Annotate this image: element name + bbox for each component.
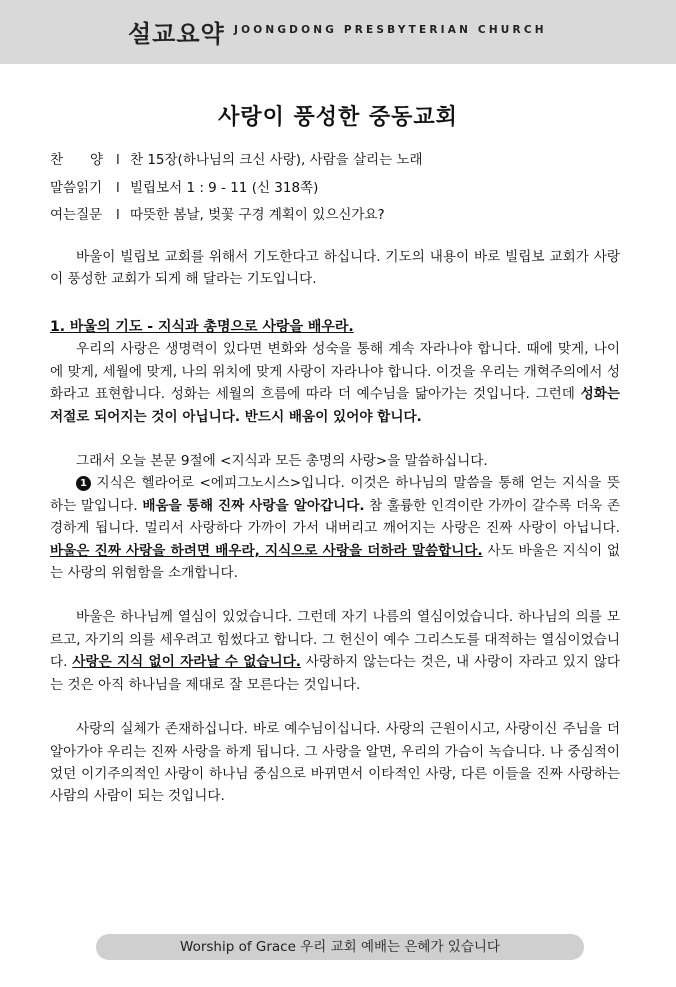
info-row-question <box>50 203 385 223</box>
paragraph-3-text-a: 지식은 헬라어로 <에피그노시스>입니다. 이것은 하나님의 말씀을 통해 얻는 지식을 뜻하는 말입니다. <box>50 475 620 514</box>
paragraph-4-text-a: 바울은 하나님께 열심이 있었습니다. 그런데 자기 나름의 열심이었습니다. 하나님의 의를 모르고, 자기의 의를 세우려고 힘썼다고 합니다. 그 헌신이 예수 그리스도를 대적하는 열심이었습니다. <box>50 609 620 671</box>
info-separator: l <box>116 180 120 196</box>
info-label: 말씀읽기 <box>50 180 103 196</box>
paragraph-1 <box>50 338 620 428</box>
info-separator: l <box>116 207 120 223</box>
header-title: 설교요약 <box>128 20 225 48</box>
info-row-scripture <box>50 176 318 196</box>
info-row-hymn <box>50 148 423 168</box>
info-separator: l <box>116 152 120 168</box>
info-value: 찬 15장(하나님의 크신 사랑), 사람을 살리는 노래 <box>130 152 423 168</box>
intro-text: 바울이 빌립보 교회를 위해서 기도한다고 하십니다. 기도의 내용이 바로 빌립보 교회가 사랑이 풍성한 교회가 되게 해 달라는 기도입니다. <box>50 249 620 288</box>
section-1 <box>50 316 620 808</box>
number-circle-icon: 1 <box>76 476 91 491</box>
info-value: 빌립보서 1 : 9 - 11 (신 318쪽) <box>130 180 319 196</box>
paragraph-4 <box>50 606 620 696</box>
header-bar <box>0 0 676 64</box>
paragraph-4-text-c: 사랑하지 않는다는 것은, 내 사랑이 자라고 있지 않다는 것은 아직 하나님을 제대로 잘 모른다는 것입니다. <box>50 654 620 693</box>
footer-banner: Worship of Grace 우리 교회 예배는 은혜가 있습니다 <box>96 934 584 960</box>
info-label: 여는질문 <box>50 207 103 223</box>
paragraph-3 <box>50 472 620 584</box>
paragraph-3-text-e: 사도 바울은 지식이 없는 사랑의 위험함을 소개합니다. <box>50 542 620 582</box>
header-subtitle: JOONGDONG PRESBYTERIAN CHURCH <box>234 24 547 36</box>
paragraph-5: 사랑의 실체가 존재하십니다. 바로 예수님이십니다. 사랑의 근원이시고, 사랑이신 주님을 더 알아가야 우리는 진짜 사랑을 하게 됩니다. 그 사랑을 알면, 우리의 가슴이 녹습니다. 나 중심적이었던 이기주의적인 사랑이 하나님 중심으로 바뀌면서 이타적인 사랑, 다른 이들을 진짜 사랑하는 사람의 사람이 되는 것입니다. <box>50 721 620 805</box>
paragraph-2: 그래서 오늘 본문 9절에 <지식과 모든 총명의 사랑>을 말씀하십니다. <box>76 453 488 470</box>
paragraph-3-text-c: 참 훌륭한 인격이란 가까이 갈수록 더욱 존경하게 됩니다. 멀리서 사랑하다 가까이 가서 내버리고 깨어지는 사랑은 진짜 사랑이 아닙니다. <box>50 497 620 537</box>
intro-paragraph <box>50 246 620 291</box>
paragraph-4-underlined: 사랑은 지식 없이 자라날 수 없습니다. <box>72 654 301 671</box>
paragraph-3-emphasis: 배움을 통해 진짜 사랑을 알아갑니다. <box>142 497 365 514</box>
paragraph-3-underlined: 바울은 진짜 사랑을 하려면 배우라, 지식으로 사랑을 더하라 말씀합니다. <box>50 542 483 559</box>
paragraph-1-text: 우리의 사랑은 생명력이 있다면 변화와 성숙을 통해 계속 자라나야 합니다. 때에 맞게, 나이에 맞게, 세월에 맞게, 나의 위치에 맞게 사랑이 자라나야 합니다. 이것을 우리는 개혁주의에서 성화라고 표현합니다. 성화는 세월의 흐름에 따라 더 예수님을 닮아가는 것입니다. 그런데 <box>50 341 620 403</box>
page-title: 사랑이 풍성한 중동교회 <box>218 105 458 130</box>
section-heading: 1. 바울의 기도 - 지식과 총명으로 사랑을 배우라. <box>50 319 354 335</box>
info-value: 따뜻한 봄날, 벚꽃 구경 계획이 있으신가요? <box>130 207 385 223</box>
paragraph-1-emphasis: 성화는 저절로 되어지는 것이 아닙니다. 반드시 배움이 있어야 합니다. <box>50 386 620 425</box>
info-label: 찬 양 <box>50 152 104 168</box>
